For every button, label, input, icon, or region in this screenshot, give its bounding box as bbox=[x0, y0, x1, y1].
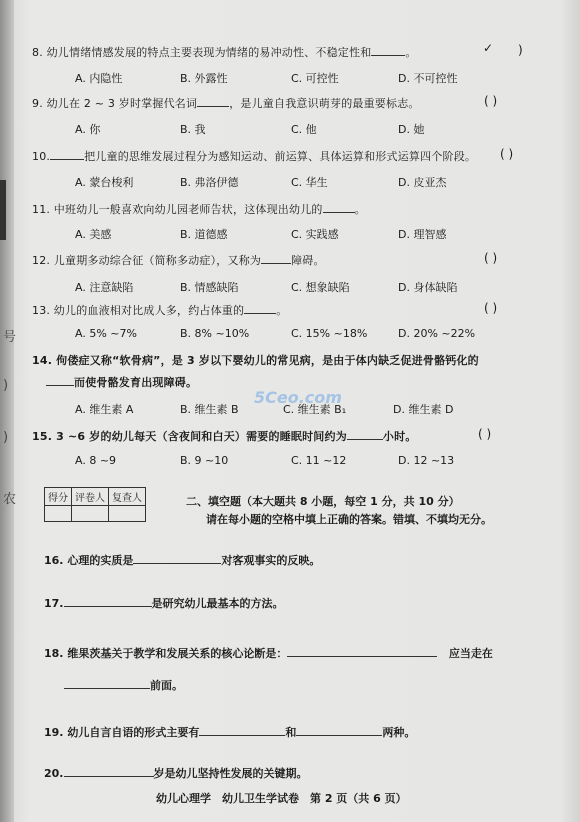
reviewer-header: 复查人 bbox=[109, 488, 146, 506]
option: D. 维生素 D bbox=[393, 403, 454, 416]
option: C. 11 ~12 bbox=[291, 454, 347, 467]
option: B. 弗洛伊德 bbox=[180, 176, 239, 189]
section-instruction: 请在每小题的空格中填上正确的答案。错填、不填均无分。 bbox=[206, 513, 492, 526]
option: A. 蒙台梭利 bbox=[75, 176, 134, 189]
option: C. 想象缺陷 bbox=[291, 281, 350, 294]
answer-blank[interactable] bbox=[64, 678, 150, 689]
answer-blank[interactable] bbox=[64, 596, 152, 607]
option: B. 我 bbox=[180, 123, 206, 136]
answer-blank bbox=[197, 96, 229, 107]
margin-mark: ) bbox=[3, 378, 9, 393]
question-14-line2: 而使骨骼发育出现障碍。 bbox=[46, 374, 197, 390]
reviewer-cell[interactable] bbox=[109, 506, 146, 522]
question-16: 16. 心理的实质是 对客观事实的反映。 bbox=[44, 554, 321, 567]
option: A. 你 bbox=[75, 123, 101, 136]
answer-blank bbox=[244, 303, 276, 314]
answer-blank[interactable] bbox=[133, 553, 221, 564]
option: C. 他 bbox=[291, 123, 317, 136]
question-14: 14. 佝偻症又称“软骨病”，是 3 岁以下婴幼儿的常见病，是由于体内缺乏促进骨骼钙化的 bbox=[32, 354, 479, 367]
answer-blank bbox=[347, 429, 383, 440]
answer-paren: ( ) bbox=[484, 251, 498, 265]
option: B. 道德感 bbox=[180, 228, 228, 241]
option: D. 身体缺陷 bbox=[398, 281, 458, 294]
grader-cell[interactable] bbox=[72, 506, 109, 522]
margin-mark: ) bbox=[3, 430, 9, 445]
answer-blank[interactable] bbox=[199, 725, 285, 736]
option: A. 美感 bbox=[75, 228, 112, 241]
option: D. 12 ~13 bbox=[398, 454, 455, 467]
answer-blank bbox=[371, 45, 405, 56]
option: C. 华生 bbox=[291, 176, 328, 189]
binding-bracket bbox=[0, 180, 16, 240]
question-8: 8. 幼儿情绪情感发展的特点主要表现为情绪的易冲动性、不稳定性和 。 bbox=[32, 46, 417, 59]
question-13: 13. 幼儿的血液相对比成人多，约占体重的 。 bbox=[32, 304, 288, 317]
grader-header: 评卷人 bbox=[72, 488, 109, 506]
question-20: 20. 岁是幼儿坚持性发展的关键期。 bbox=[44, 767, 308, 780]
answer-paren: ( ) bbox=[484, 94, 498, 108]
answer-blank bbox=[46, 375, 74, 386]
option: A. 8 ~9 bbox=[75, 454, 117, 467]
answer-paren: ( ) bbox=[484, 301, 498, 315]
option: B. 维生素 B bbox=[180, 403, 239, 416]
option: B. 9 ~10 bbox=[180, 454, 229, 467]
section-title: 二、填空题（本大题共 8 小题，每空 1 分，共 10 分） bbox=[186, 495, 460, 508]
option: C. 维生素 B₁ bbox=[283, 403, 347, 416]
question-12: 12. 儿童期多动综合征（简称多动症），又称为 障碍。 bbox=[32, 254, 325, 267]
question-10: 10. 把儿童的思维发展过程分为感知运动、前运算、具体运算和形式运算四个阶段。 bbox=[32, 150, 477, 163]
page-footer: 幼儿心理学 幼儿卫生学试卷 第 2 页（共 6 页） bbox=[156, 792, 407, 805]
option: A. 维生素 A bbox=[75, 403, 134, 416]
option: A. 内隐性 bbox=[75, 72, 123, 85]
answer-paren: ( ) bbox=[500, 147, 514, 161]
question-15: 15. 3 ~6 岁的幼儿每天（含夜间和白天）需要的睡眠时间约为 小时。 bbox=[32, 430, 417, 443]
question-19: 19. 幼儿自言自语的形式主要有 和 两种。 bbox=[44, 726, 416, 739]
option: A. 5% ~7% bbox=[75, 327, 137, 340]
question-18: 18. 维果茨基关于教学和发展关系的核心论断是： 应当走在 bbox=[44, 647, 493, 660]
answer-blank[interactable] bbox=[287, 646, 437, 657]
answer-blank bbox=[261, 253, 291, 264]
option: C. 可控性 bbox=[291, 72, 339, 85]
option: D. 不可控性 bbox=[398, 72, 458, 85]
answer-paren: ( ) bbox=[478, 427, 492, 441]
option: B. 8% ~10% bbox=[180, 327, 250, 340]
option: D. 20% ~22% bbox=[398, 327, 476, 340]
margin-mark: 号 bbox=[3, 330, 17, 345]
option: D. 她 bbox=[398, 123, 425, 136]
option: C. 15% ~18% bbox=[291, 327, 368, 340]
answer-paren: ) bbox=[518, 43, 523, 57]
score-cell[interactable] bbox=[45, 506, 72, 522]
answer-blank[interactable] bbox=[296, 725, 382, 736]
binding-edge bbox=[0, 0, 17, 822]
option: B. 外露性 bbox=[180, 72, 228, 85]
answer-blank bbox=[50, 149, 84, 160]
question-9: 9. 幼儿在 2 ~ 3 岁时掌握代名词 ，是儿童自我意识萌芽的最重要标志。 bbox=[32, 97, 420, 110]
option: C. 实践感 bbox=[291, 228, 339, 241]
question-17: 17. 是研究幼儿最基本的方法。 bbox=[44, 597, 284, 610]
question-18-line2: 前面。 bbox=[64, 677, 183, 693]
score-table bbox=[44, 487, 146, 522]
score-header: 得分 bbox=[45, 488, 72, 506]
answer-blank[interactable] bbox=[64, 766, 154, 777]
option: D. 理智感 bbox=[398, 228, 447, 241]
margin-mark: 农 bbox=[3, 492, 17, 507]
check-mark: ✓ bbox=[483, 41, 494, 55]
answer-blank bbox=[323, 202, 355, 213]
option: D. 皮亚杰 bbox=[398, 176, 447, 189]
option: B. 情感缺陷 bbox=[180, 281, 239, 294]
question-11: 11. 中班幼儿一般喜欢向幼儿园老师告状，这体现出幼儿的 。 bbox=[32, 203, 366, 216]
option: A. 注意缺陷 bbox=[75, 281, 134, 294]
watermark-logo: 5Ceo.com bbox=[254, 388, 342, 407]
